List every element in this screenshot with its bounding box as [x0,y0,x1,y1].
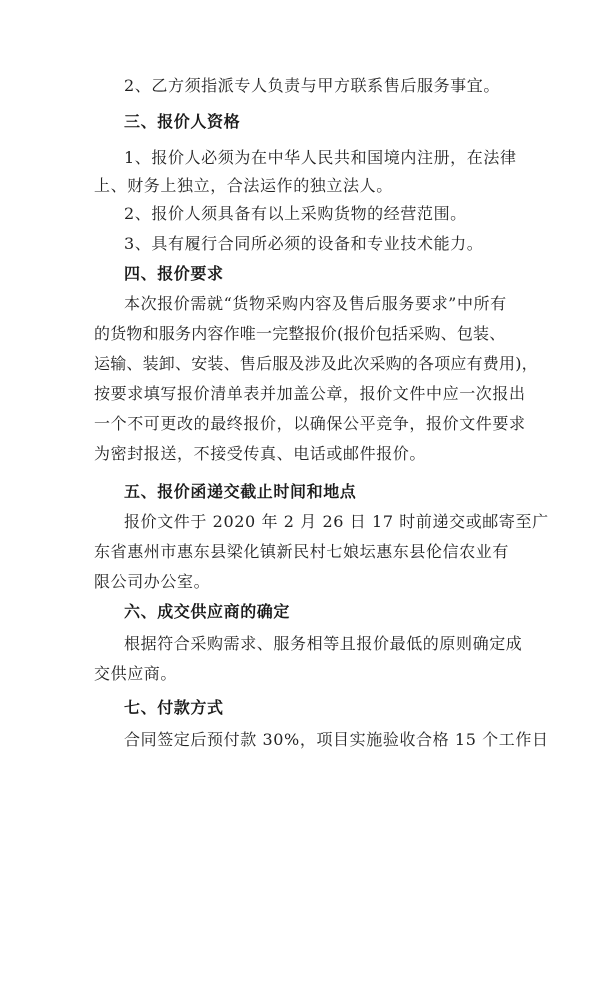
paragraph-qualification-2: 2、报价人须具备有以上采购货物的经营范围。 [124,204,467,223]
paragraph-payment-line-1: 合同签定后预付款 30%，项目实施验收合格 15 个工作日 [124,730,549,749]
paragraph-qualification-1-line-2: 上、财务上独立，合法运作的独立法人。 [94,176,393,195]
paragraph-qualification-1-line-1: 1、报价人必须为在中华人民共和国境内注册，在法律 [124,148,517,167]
section-heading-bidder-qualification: 三、报价人资格 [124,112,241,131]
paragraph-quotation-line-5: 一个不可更改的最终报价，以确保公平竞争，报价文件要求 [94,414,526,433]
paragraph-supplier-line-2: 交供应商。 [94,664,178,683]
paragraph-quotation-line-4: 按要求填写报价清单表并加盖公章，报价文件中应一次报出 [94,384,526,403]
section-heading-supplier-determination: 六、成交供应商的确定 [124,602,291,621]
section-heading-payment-method: 七、付款方式 [124,698,224,717]
paragraph-quotation-line-6: 为密封报送，不接受传真、电话或邮件报价。 [94,444,427,463]
paragraph-supplier-line-1: 根据符合采购需求、服务相等且报价最低的原则确定成 [124,634,523,653]
paragraph-submission-line-1: 报价文件于 2020 年 2 月 26 日 17 时前递交或邮寄至广 [124,512,549,531]
paragraph-quotation-line-3: 运输、装卸、安装、售后服及涉及此次采购的各项应有费用)， [94,354,538,373]
paragraph-quotation-line-1: 本次报价需就“货物采购内容及售后服务要求”中所有 [124,294,507,313]
paragraph-qualification-3: 3、具有履行合同所必须的设备和专业技术能力。 [124,234,484,253]
paragraph-quotation-line-2: 的货物和服务内容作唯一完整报价(报价包括采购、包装、 [94,324,506,343]
section-heading-submission-deadline: 五、报价函递交截止时间和地点 [124,482,357,501]
paragraph-submission-line-2: 东省惠州市惠东县梁化镇新民村七娘坛惠东县伦信农业有 [94,542,510,561]
paragraph-submission-line-3: 限公司办公室。 [94,572,211,591]
paragraph-after-sales-contact: 2、乙方须指派专人负责与甲方联系售后服务事宜。 [124,76,500,95]
section-heading-quotation-requirements: 四、报价要求 [124,264,224,283]
